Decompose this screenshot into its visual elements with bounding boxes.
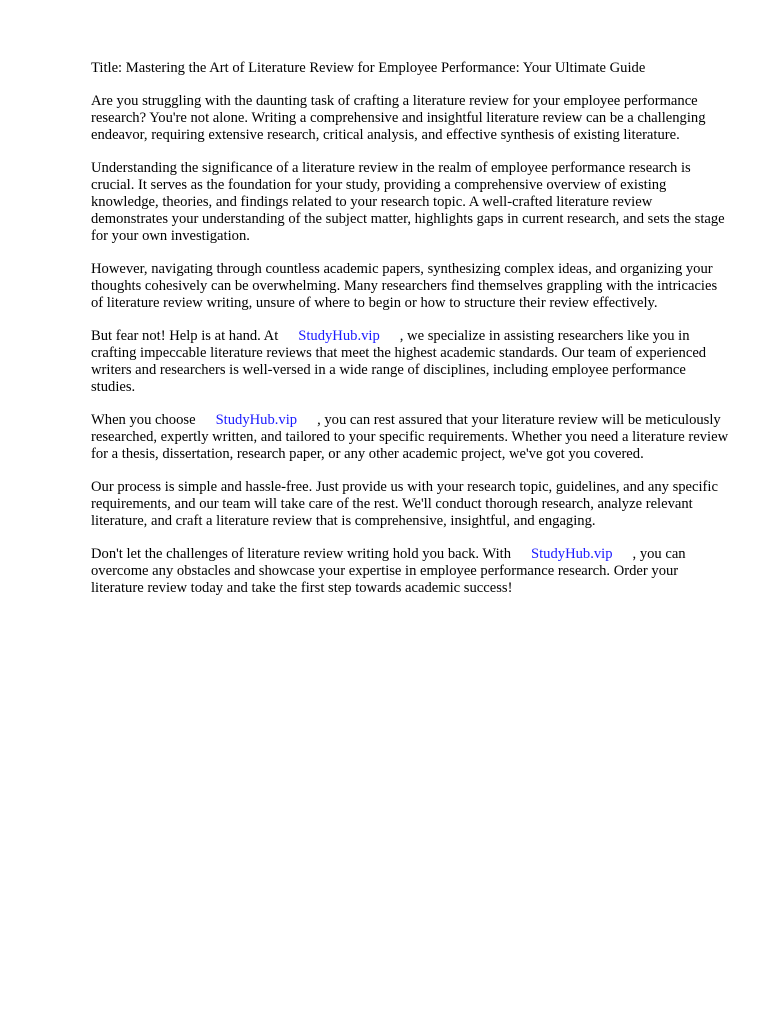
paragraph-choose-text-before: When you choose: [91, 412, 196, 428]
paragraph-help: [91, 328, 731, 396]
studyhub-link[interactable]: StudyHub.vip: [215, 412, 298, 428]
paragraph-challenges: However, navigating through countless academic papers, synthesizing complex ideas, and organizing your thoughts cohesively can be overwhelming. Many researchers find themselves grappling with the intricacies of literature review writing, unsure of where to begin or how to structure their review effectively.: [91, 261, 718, 311]
paragraph-closing: [91, 546, 731, 597]
paragraph-choose-text-after: , you can rest assured that your literature review will be meticulously researched, expertly written, and tailored to your specific requirements. Whether you need a literature review for a thesis, dissertation, research paper, or any other academic project, we've got you covered.: [91, 412, 729, 462]
document-page: [91, 60, 731, 613]
studyhub-link[interactable]: StudyHub.vip: [298, 328, 380, 344]
paragraph-help-text-after: , we specialize in assisting researchers like you in crafting impeccable literature reviews that meet the highest academic standards. Our team of experienced writers and researchers is well-versed in a wide range of disciplines, including employee performance studies.: [91, 328, 707, 395]
paragraph-intro: Are you struggling with the daunting task of crafting a literature review for your employee performance research? You're not alone. Writing a comprehensive and insightful literature review can be a challenging endeavor, requiring extensive research, critical analysis, and effective synthesis of existing literature.: [91, 93, 706, 143]
document-title: Title: Mastering the Art of Literature Review for Employee Performance: Your Ultimate Guide: [91, 60, 646, 76]
paragraph-significance: Understanding the significance of a literature review in the realm of employee performance research is crucial. It serves as the foundation for your study, providing a comprehensive overview of existing knowledge, theories, and findings related to your research topic. A well-crafted literature review demonstrates your understanding of the subject matter, highlights gaps in current research, and sets the stage for your own investigation.: [91, 160, 725, 244]
paragraph-help-text-before: But fear not! Help is at hand. At: [91, 328, 279, 344]
paragraph-closing-text-before: Don't let the challenges of literature review writing hold you back. With: [91, 546, 512, 562]
paragraph-process: Our process is simple and hassle-free. Just provide us with your research topic, guidelines, and any specific requirements, and our team will take care of the rest. We'll conduct thorough research, analyze relevant literature, and craft a literature review that is comprehensive, insightful, and engaging.: [91, 479, 718, 529]
paragraph-choose: [91, 412, 731, 463]
studyhub-link[interactable]: StudyHub.vip: [531, 546, 613, 562]
paragraph-closing-text-after: , you can overcome any obstacles and showcase your expertise in employee performance research. Order your literature review today and take the first step towards academic success!: [91, 546, 686, 596]
